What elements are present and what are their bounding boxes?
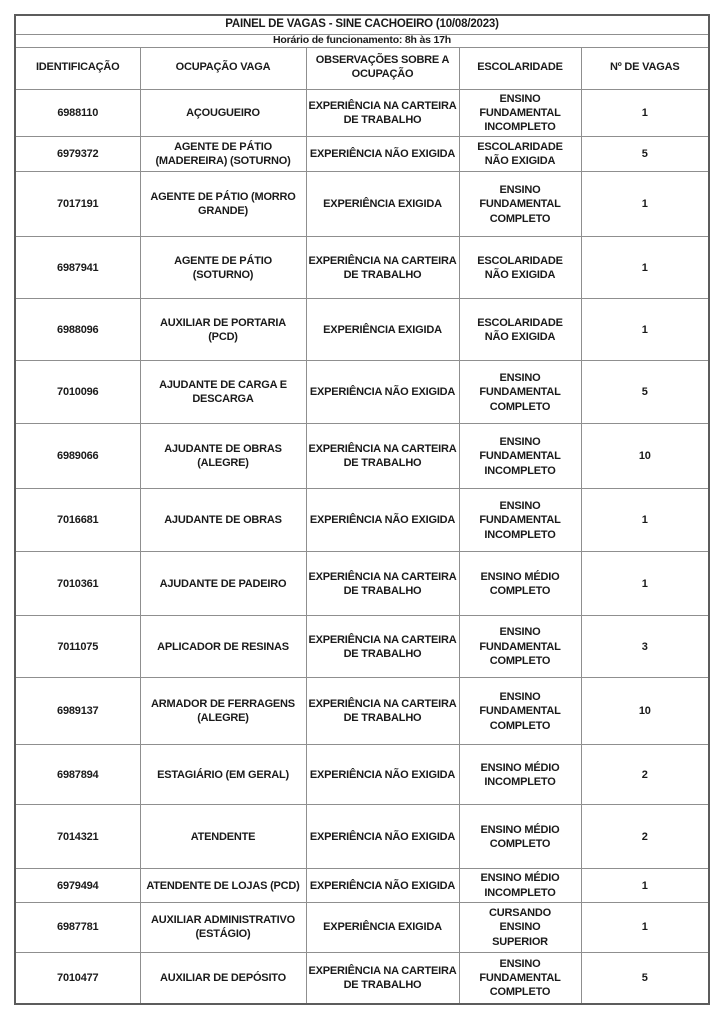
cell-observacoes: EXPERIÊNCIA NA CARTEIRA DE TRABALHO bbox=[306, 678, 459, 745]
cell-escolaridade: ENSINO FUNDAMENTAL COMPLETO bbox=[459, 616, 581, 678]
cell-ocupacao-vaga: AUXILIAR DE PORTARIA (PCD) bbox=[140, 299, 306, 361]
table-head bbox=[15, 15, 709, 89]
cell-observacoes: EXPERIÊNCIA EXIGIDA bbox=[306, 172, 459, 237]
cell-identificacao: 6987894 bbox=[15, 745, 140, 805]
cell-escolaridade: ENSINO FUNDAMENTAL COMPLETO bbox=[459, 361, 581, 424]
table-row bbox=[15, 616, 709, 678]
table-row bbox=[15, 361, 709, 424]
cell-escolaridade: ENSINO MÉDIO INCOMPLETO bbox=[459, 745, 581, 805]
cell-num-vagas: 2 bbox=[581, 745, 709, 805]
cell-num-vagas: 1 bbox=[581, 489, 709, 552]
table-row bbox=[15, 952, 709, 1004]
cell-ocupacao-vaga: AUXILIAR DE DEPÓSITO bbox=[140, 952, 306, 1004]
column-header-identificacao: IDENTIFICAÇÃO bbox=[15, 47, 140, 89]
cell-escolaridade: ESCOLARIDADE NÃO EXIGIDA bbox=[459, 137, 581, 172]
cell-identificacao: 6987941 bbox=[15, 237, 140, 299]
cell-ocupacao-vaga: AJUDANTE DE PADEIRO bbox=[140, 552, 306, 616]
cell-observacoes: EXPERIÊNCIA NÃO EXIGIDA bbox=[306, 137, 459, 172]
page-title: PAINEL DE VAGAS - SINE CACHOEIRO (10/08/2023) bbox=[15, 15, 709, 34]
cell-identificacao: 6989066 bbox=[15, 424, 140, 489]
cell-num-vagas: 1 bbox=[581, 89, 709, 137]
cell-ocupacao-vaga: AJUDANTE DE OBRAS (ALEGRE) bbox=[140, 424, 306, 489]
cell-ocupacao-vaga: ATENDENTE DE LOJAS (PCD) bbox=[140, 869, 306, 903]
table-header-row bbox=[15, 47, 709, 89]
table-row bbox=[15, 678, 709, 745]
vacancy-table bbox=[14, 14, 710, 1005]
cell-ocupacao-vaga: AJUDANTE DE OBRAS bbox=[140, 489, 306, 552]
cell-identificacao: 7010477 bbox=[15, 952, 140, 1004]
title-row bbox=[15, 15, 709, 34]
cell-observacoes: EXPERIÊNCIA NÃO EXIGIDA bbox=[306, 745, 459, 805]
cell-num-vagas: 1 bbox=[581, 869, 709, 903]
column-header-num-vagas: Nº DE VAGAS bbox=[581, 47, 709, 89]
cell-observacoes: EXPERIÊNCIA EXIGIDA bbox=[306, 299, 459, 361]
cell-observacoes: EXPERIÊNCIA NA CARTEIRA DE TRABALHO bbox=[306, 552, 459, 616]
cell-num-vagas: 5 bbox=[581, 137, 709, 172]
cell-escolaridade: ESCOLARIDADE NÃO EXIGIDA bbox=[459, 237, 581, 299]
cell-identificacao: 7010096 bbox=[15, 361, 140, 424]
subtitle-row bbox=[15, 34, 709, 47]
cell-identificacao: 6988096 bbox=[15, 299, 140, 361]
cell-num-vagas: 2 bbox=[581, 805, 709, 869]
opening-hours-text: Horário de funcionamento: 8h às 17h bbox=[15, 34, 709, 47]
table-row bbox=[15, 489, 709, 552]
table-row bbox=[15, 805, 709, 869]
cell-num-vagas: 10 bbox=[581, 424, 709, 489]
cell-escolaridade: ENSINO FUNDAMENTAL COMPLETO bbox=[459, 678, 581, 745]
cell-ocupacao-vaga: AUXILIAR ADMINISTRATIVO (ESTÁGIO) bbox=[140, 902, 306, 952]
cell-identificacao: 6987781 bbox=[15, 902, 140, 952]
cell-escolaridade: ENSINO FUNDAMENTAL INCOMPLETO bbox=[459, 89, 581, 137]
cell-ocupacao-vaga: AJUDANTE DE CARGA E DESCARGA bbox=[140, 361, 306, 424]
cell-observacoes: EXPERIÊNCIA NÃO EXIGIDA bbox=[306, 361, 459, 424]
cell-identificacao: 7014321 bbox=[15, 805, 140, 869]
cell-escolaridade: ESCOLARIDADE NÃO EXIGIDA bbox=[459, 299, 581, 361]
cell-ocupacao-vaga: ESTAGIÁRIO (EM GERAL) bbox=[140, 745, 306, 805]
cell-ocupacao-vaga: ATENDENTE bbox=[140, 805, 306, 869]
table-body bbox=[15, 89, 709, 1004]
cell-ocupacao-vaga: AGENTE DE PÁTIO (MADEREIRA) (SOTURNO) bbox=[140, 137, 306, 172]
cell-ocupacao-vaga: AGENTE DE PÁTIO (MORRO GRANDE) bbox=[140, 172, 306, 237]
column-header-observacoes: OBSERVAÇÕES SOBRE A OCUPAÇÃO bbox=[306, 47, 459, 89]
cell-escolaridade: ENSINO MÉDIO COMPLETO bbox=[459, 805, 581, 869]
cell-observacoes: EXPERIÊNCIA NÃO EXIGIDA bbox=[306, 489, 459, 552]
cell-ocupacao-vaga: ARMADOR DE FERRAGENS (ALEGRE) bbox=[140, 678, 306, 745]
cell-escolaridade: ENSINO MÉDIO COMPLETO bbox=[459, 552, 581, 616]
cell-escolaridade: ENSINO MÉDIO INCOMPLETO bbox=[459, 869, 581, 903]
cell-identificacao: 7010361 bbox=[15, 552, 140, 616]
table-row bbox=[15, 137, 709, 172]
cell-observacoes: EXPERIÊNCIA NA CARTEIRA DE TRABALHO bbox=[306, 424, 459, 489]
cell-identificacao: 6989137 bbox=[15, 678, 140, 745]
column-header-ocupacao-vaga: OCUPAÇÃO VAGA bbox=[140, 47, 306, 89]
cell-ocupacao-vaga: APLICADOR DE RESINAS bbox=[140, 616, 306, 678]
cell-observacoes: EXPERIÊNCIA NA CARTEIRA DE TRABALHO bbox=[306, 616, 459, 678]
cell-ocupacao-vaga: AÇOUGUEIRO bbox=[140, 89, 306, 137]
cell-escolaridade: ENSINO FUNDAMENTAL COMPLETO bbox=[459, 952, 581, 1004]
cell-escolaridade: ENSINO FUNDAMENTAL COMPLETO bbox=[459, 172, 581, 237]
cell-num-vagas: 1 bbox=[581, 902, 709, 952]
cell-num-vagas: 1 bbox=[581, 237, 709, 299]
table-row bbox=[15, 902, 709, 952]
cell-num-vagas: 1 bbox=[581, 172, 709, 237]
cell-num-vagas: 1 bbox=[581, 299, 709, 361]
table-row bbox=[15, 89, 709, 137]
cell-escolaridade: ENSINO FUNDAMENTAL INCOMPLETO bbox=[459, 489, 581, 552]
cell-observacoes: EXPERIÊNCIA NÃO EXIGIDA bbox=[306, 869, 459, 903]
cell-escolaridade: ENSINO FUNDAMENTAL INCOMPLETO bbox=[459, 424, 581, 489]
cell-observacoes: EXPERIÊNCIA NA CARTEIRA DE TRABALHO bbox=[306, 237, 459, 299]
table-row bbox=[15, 424, 709, 489]
cell-identificacao: 6988110 bbox=[15, 89, 140, 137]
cell-num-vagas: 5 bbox=[581, 361, 709, 424]
table-row bbox=[15, 299, 709, 361]
cell-identificacao: 7017191 bbox=[15, 172, 140, 237]
cell-identificacao: 6979494 bbox=[15, 869, 140, 903]
cell-identificacao: 6979372 bbox=[15, 137, 140, 172]
cell-num-vagas: 10 bbox=[581, 678, 709, 745]
cell-observacoes: EXPERIÊNCIA NÃO EXIGIDA bbox=[306, 805, 459, 869]
cell-identificacao: 7011075 bbox=[15, 616, 140, 678]
cell-observacoes: EXPERIÊNCIA NA CARTEIRA DE TRABALHO bbox=[306, 89, 459, 137]
column-header-escolaridade: ESCOLARIDADE bbox=[459, 47, 581, 89]
cell-num-vagas: 3 bbox=[581, 616, 709, 678]
cell-identificacao: 7016681 bbox=[15, 489, 140, 552]
cell-num-vagas: 5 bbox=[581, 952, 709, 1004]
cell-observacoes: EXPERIÊNCIA EXIGIDA bbox=[306, 902, 459, 952]
table-row bbox=[15, 869, 709, 903]
cell-ocupacao-vaga: AGENTE DE PÁTIO (SOTURNO) bbox=[140, 237, 306, 299]
cell-observacoes: EXPERIÊNCIA NA CARTEIRA DE TRABALHO bbox=[306, 952, 459, 1004]
table-row bbox=[15, 237, 709, 299]
table-row bbox=[15, 745, 709, 805]
table-row bbox=[15, 552, 709, 616]
table-row bbox=[15, 172, 709, 237]
cell-num-vagas: 1 bbox=[581, 552, 709, 616]
cell-escolaridade: CURSANDO ENSINO SUPERIOR bbox=[459, 902, 581, 952]
